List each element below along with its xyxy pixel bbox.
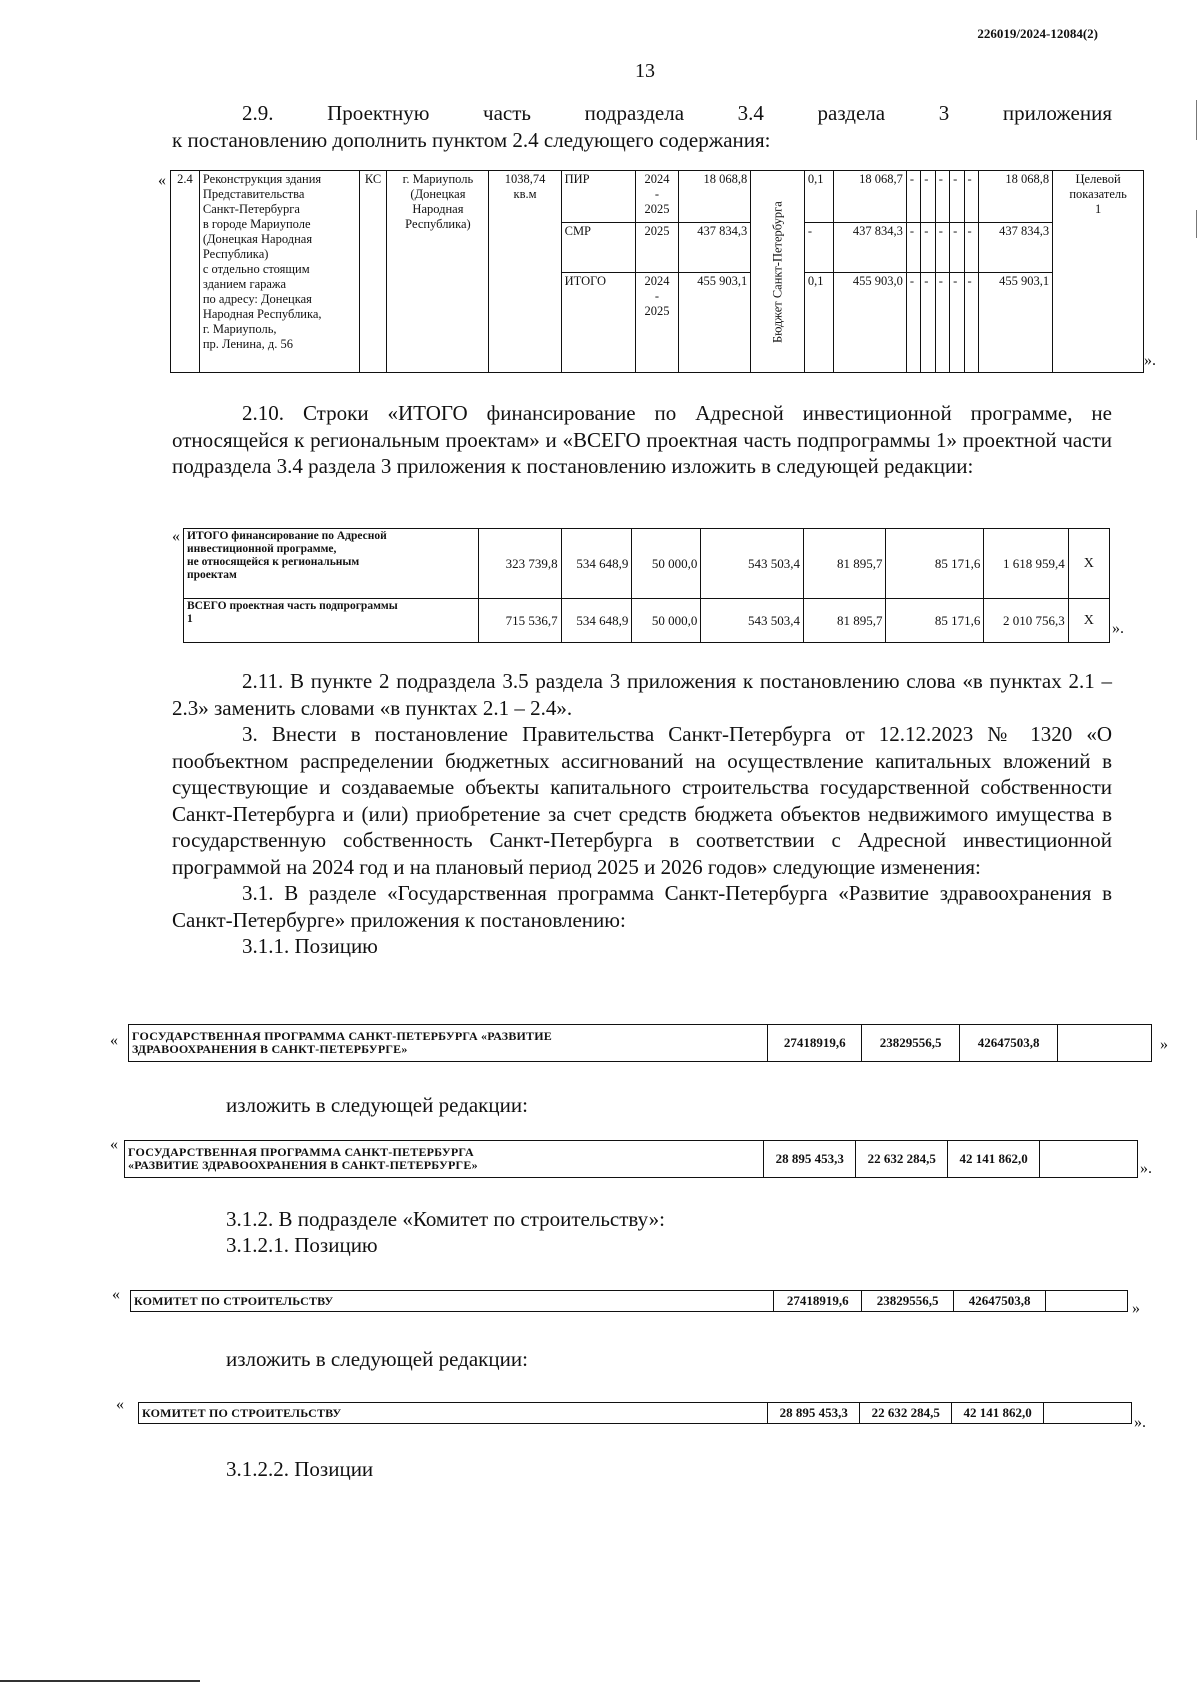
value-cell: 543 503,4 bbox=[701, 599, 804, 643]
total-label: ИТОГО финансирование по Адресной инвестиционной программе, не относящейся к региональным проектам bbox=[184, 529, 479, 599]
program-label: ГОСУДАРСТВЕННАЯ ПРОГРАММА САНКТ-ПЕТЕРБУРГА «РАЗВИТИЕ ЗДРАВООХРАНЕНИЯ В САНКТ-ПЕТЕРБУРГЕ» bbox=[125, 1141, 764, 1178]
paragraph-3: 3. Внести в постановление Правительства Санкт-Петербурга от 12.12.2023 № 1320 «О пообъектном распределении бюджетных ассигнований на осуществление капитальных вложений в существующие и создаваемые объекты капитального строительства государственной собственности Санкт-Петербурга и (или) приобретение за счет средств бюджета объектов недвижимого имущества в государственную собственность Санкт-Петербурга в соответствии с Адресной инвестиционной программой на 2024 год и на плановый период 2025 и 2026 годов» следующие изменения: bbox=[172, 722, 1112, 879]
x-cell: X bbox=[1068, 529, 1109, 599]
value-cell: 22 632 284,5 bbox=[860, 1403, 952, 1424]
table-program-old bbox=[128, 1024, 1152, 1062]
close-quote: » bbox=[1132, 1300, 1140, 1317]
value-cell: 0,1 bbox=[804, 273, 833, 373]
committee-label: КОМИТЕТ ПО СТРОИТЕЛЬСТВУ bbox=[131, 1291, 774, 1312]
value-cell: 81 895,7 bbox=[804, 599, 886, 643]
value-cell: 2 010 756,3 bbox=[984, 599, 1068, 643]
years-cell: 2024 - 2025 bbox=[635, 273, 678, 373]
total-label: ВСЕГО проектная часть подпрограммы 1 bbox=[184, 599, 479, 643]
value-cell: 42647503,8 bbox=[954, 1291, 1046, 1312]
value-cell: 715 536,7 bbox=[479, 599, 561, 643]
value-cell: 455 903,0 bbox=[833, 273, 906, 373]
dash-cell: - bbox=[906, 273, 920, 373]
dash-cell: - bbox=[906, 223, 920, 273]
value-cell: 534 648,9 bbox=[561, 599, 632, 643]
total-cell: 18 068,8 bbox=[978, 171, 1052, 223]
value-cell bbox=[1046, 1291, 1128, 1312]
open-quote: « bbox=[116, 1396, 124, 1413]
value-cell: 27418919,6 bbox=[768, 1025, 862, 1062]
scan-edge-mark bbox=[1196, 210, 1197, 238]
replace-instruction-1: изложить в следующей редакции: bbox=[226, 1093, 528, 1117]
value-cell: 0,1 bbox=[804, 171, 833, 223]
dash-cell: - bbox=[950, 171, 964, 223]
value-cell: 42 141 862,0 bbox=[952, 1403, 1044, 1424]
amount-cell: 437 834,3 bbox=[679, 223, 751, 273]
value-cell: 81 895,7 bbox=[804, 529, 886, 599]
dash-cell: - bbox=[935, 273, 949, 373]
dash-cell: - bbox=[950, 273, 964, 373]
paragraph-2-11-and-3 bbox=[172, 668, 1112, 960]
dash-cell: - bbox=[921, 171, 935, 223]
stage-cell: СМР bbox=[561, 223, 635, 273]
value-cell: 323 739,8 bbox=[479, 529, 561, 599]
paragraph-3-1-2: 3.1.2. В подразделе «Комитет по строительству»: bbox=[226, 1207, 665, 1231]
stage-cell: ПИР bbox=[561, 171, 635, 223]
value-cell: 27418919,6 bbox=[774, 1291, 862, 1312]
scan-bottom-edge bbox=[0, 1680, 200, 1682]
dash-cell: - bbox=[964, 223, 978, 273]
value-cell: 85 171,6 bbox=[886, 599, 984, 643]
paragraph-3-1-1: 3.1.1. Позицию bbox=[242, 934, 378, 958]
value-cell: 1 618 959,4 bbox=[984, 529, 1068, 599]
paragraph-text: 2.10. Строки «ИТОГО финансирование по Адресной инвестиционной программе, не относящейся к региональным проектам» и «ВСЕГО проектная часть подпрограммы 1» проектной части подраздела 3.4 раздела 3 приложения к постановлению изложить в следующей редакции: bbox=[172, 401, 1112, 478]
dash-cell: - bbox=[921, 223, 935, 273]
paragraph-line: к постановлению дополнить пунктом 2.4 следующего содержания: bbox=[172, 127, 771, 152]
value-cell: 42 141 862,0 bbox=[948, 1141, 1040, 1178]
dash-cell: - bbox=[906, 171, 920, 223]
table-committee-old bbox=[130, 1290, 1128, 1312]
amount-cell: 455 903,1 bbox=[679, 273, 751, 373]
value-cell: 534 648,9 bbox=[561, 529, 632, 599]
table-committee-new bbox=[138, 1402, 1132, 1424]
document-number: 226019/2024-12084(2) bbox=[977, 26, 1098, 41]
years-cell: 2024 - 2025 bbox=[635, 171, 678, 223]
location-cell: г. Мариуполь (Донецкая Народная Республика) bbox=[387, 171, 489, 373]
program-label: ГОСУДАРСТВЕННАЯ ПРОГРАММА САНКТ-ПЕТЕРБУРГА «РАЗВИТИЕ ЗДРАВООХРАНЕНИЯ В САНКТ-ПЕТЕРБУРГЕ» bbox=[129, 1025, 768, 1062]
value-cell: 50 000,0 bbox=[632, 599, 701, 643]
object-name: Реконструкция здания Представительства Санкт-Петербурга в городе Мариуполе (Донецкая Народная Республика) с отдельно стоящим зданием гаража по адресу: Донецкая Народная Республика, г. Мариуполь, пр. Ленина, д. 56 bbox=[199, 171, 359, 373]
target-cell: Целевой показатель 1 bbox=[1053, 171, 1144, 373]
table-object-2-4 bbox=[170, 170, 1144, 373]
replace-instruction-2: изложить в следующей редакции: bbox=[226, 1347, 528, 1371]
paragraph-2-11: 2.11. В пункте 2 подраздела 3.5 раздела 3 приложения к постановлению слова «в пунктах 2.1 – 2.3» заменить словами «в пунктах 2.1 – 2.4». bbox=[172, 669, 1112, 720]
value-cell: 23829556,5 bbox=[862, 1291, 954, 1312]
row-number: 2.4 bbox=[171, 171, 200, 373]
value-cell: 22 632 284,5 bbox=[856, 1141, 948, 1178]
value-cell: 50 000,0 bbox=[632, 529, 701, 599]
value-cell: 28 895 453,3 bbox=[764, 1141, 856, 1178]
dash-cell: - bbox=[964, 273, 978, 373]
open-quote: « bbox=[110, 1136, 118, 1153]
total-cell: 437 834,3 bbox=[978, 223, 1052, 273]
scan-edge-mark bbox=[1196, 100, 1197, 140]
value-cell bbox=[1058, 1025, 1152, 1062]
close-quote: ». bbox=[1112, 620, 1124, 637]
table-program-new bbox=[124, 1140, 1138, 1178]
value-cell: 18 068,7 bbox=[833, 171, 906, 223]
dash-cell: - bbox=[935, 223, 949, 273]
amount-cell: 18 068,8 bbox=[679, 171, 751, 223]
value-cell: 23829556,5 bbox=[862, 1025, 960, 1062]
ks-cell: КС bbox=[359, 171, 387, 373]
area-cell: 1038,74 кв.м bbox=[489, 171, 561, 373]
open-quote: « bbox=[172, 528, 180, 545]
paragraph-3-1: 3.1. В разделе «Государственная программа Санкт-Петербурга «Развитие здравоохранения в Санкт-Петербурге» приложения к постановлению: bbox=[172, 881, 1112, 932]
value-cell: - bbox=[804, 223, 833, 273]
page-number: 13 bbox=[635, 60, 655, 82]
dash-cell: - bbox=[921, 273, 935, 373]
committee-label: КОМИТЕТ ПО СТРОИТЕЛЬСТВУ bbox=[139, 1403, 768, 1424]
budget-cell: Бюджет Санкт-Петербурга bbox=[751, 171, 805, 373]
dash-cell: - bbox=[950, 223, 964, 273]
paragraph-2-9 bbox=[172, 100, 1112, 153]
paragraph-3-1-2-2: 3.1.2.2. Позиции bbox=[226, 1457, 374, 1481]
stage-cell: ИТОГО bbox=[561, 273, 635, 373]
paragraph-3-1-2-1: 3.1.2.1. Позицию bbox=[226, 1233, 378, 1257]
table-totals bbox=[183, 528, 1110, 643]
open-quote: « bbox=[112, 1286, 120, 1303]
close-quote: ». bbox=[1134, 1414, 1146, 1431]
value-cell: 85 171,6 bbox=[886, 529, 984, 599]
value-cell: 28 895 453,3 bbox=[768, 1403, 860, 1424]
open-quote: « bbox=[158, 172, 166, 189]
paragraph-2-10 bbox=[172, 400, 1112, 480]
x-cell: X bbox=[1068, 599, 1109, 643]
paragraph-line: 2.9. Проектную часть подраздела 3.4 раздела 3 приложения bbox=[242, 101, 1112, 125]
open-quote: « bbox=[110, 1032, 118, 1049]
years-cell: 2025 bbox=[635, 223, 678, 273]
close-quote: ». bbox=[1144, 352, 1156, 369]
total-cell: 455 903,1 bbox=[978, 273, 1052, 373]
value-cell: 543 503,4 bbox=[701, 529, 804, 599]
value-cell: 42647503,8 bbox=[960, 1025, 1058, 1062]
value-cell bbox=[1044, 1403, 1132, 1424]
value-cell bbox=[1040, 1141, 1138, 1178]
dash-cell: - bbox=[964, 171, 978, 223]
value-cell: 437 834,3 bbox=[833, 223, 906, 273]
close-quote: » bbox=[1160, 1036, 1168, 1053]
close-quote: ». bbox=[1140, 1160, 1152, 1177]
dash-cell: - bbox=[935, 171, 949, 223]
